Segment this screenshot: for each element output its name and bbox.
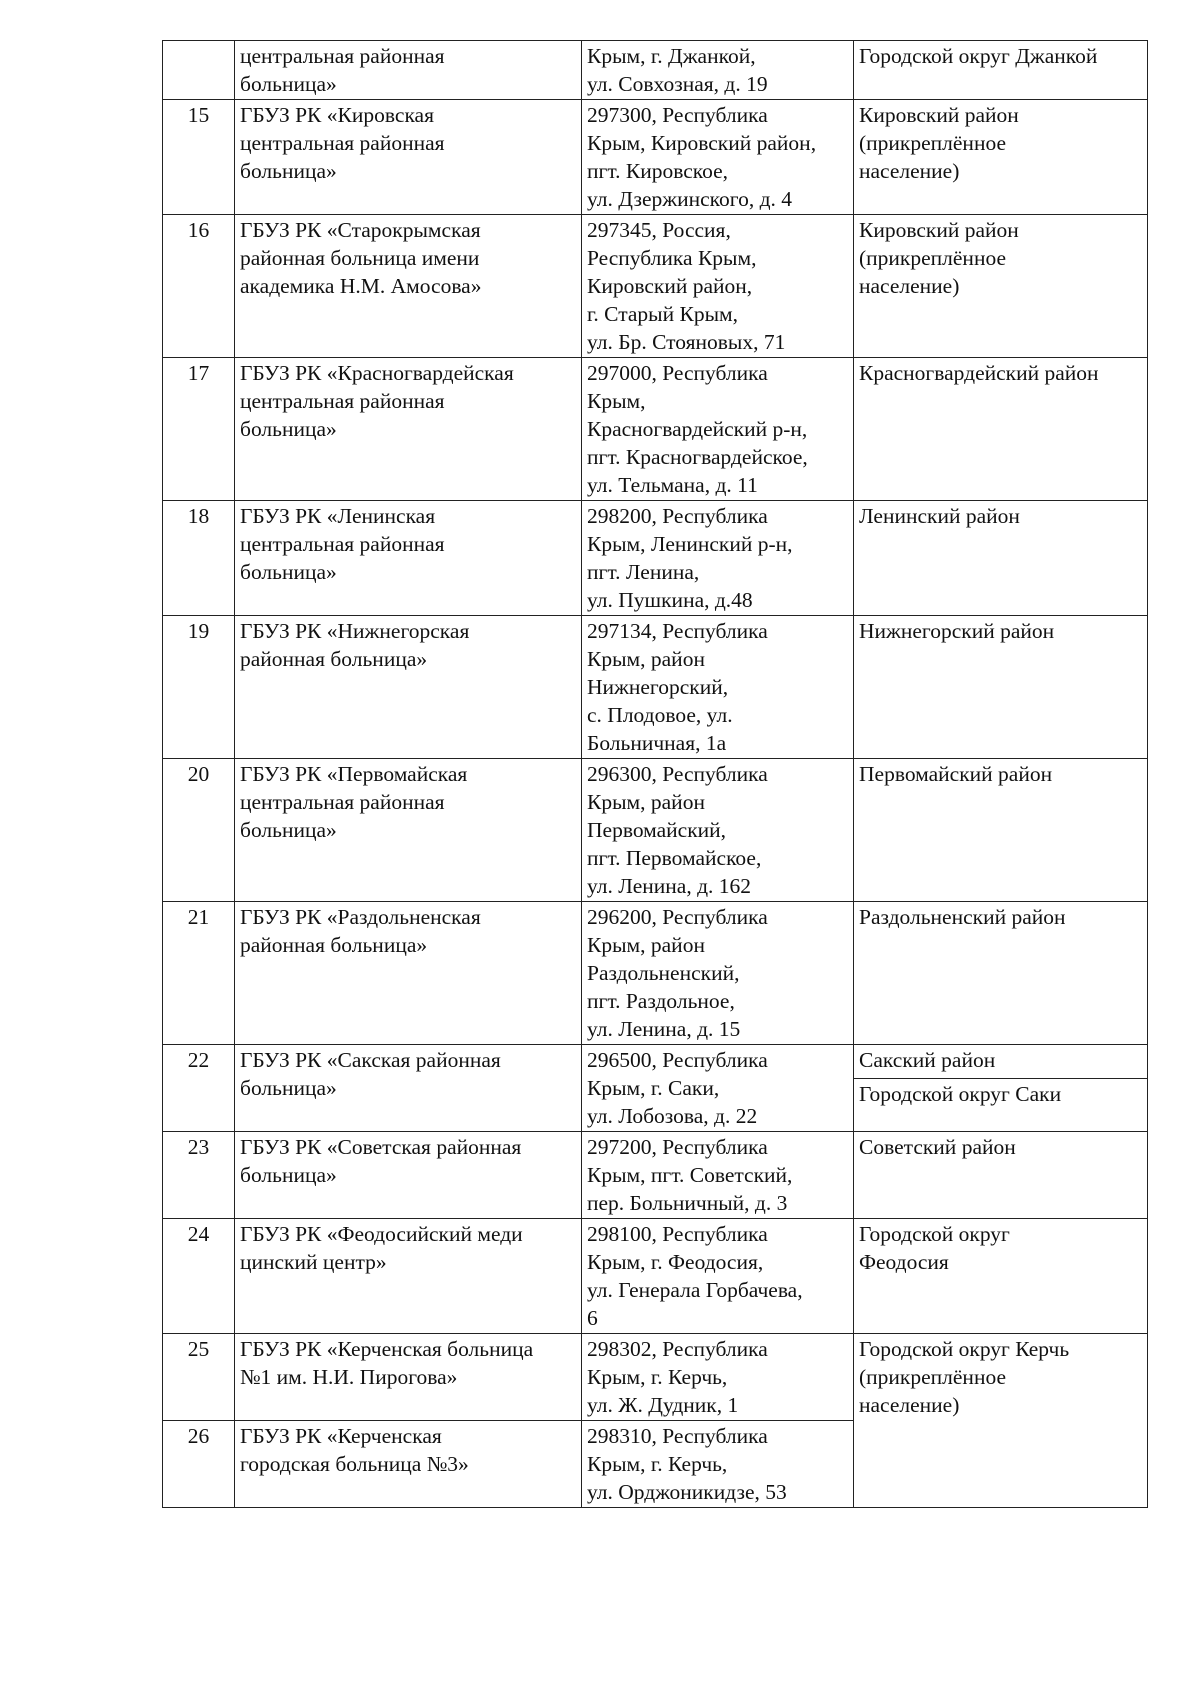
hospital-name-line: районная больница» — [240, 933, 428, 957]
service-area-line: Нижнегорский район — [859, 619, 1055, 643]
service-area-line: Феодосия — [859, 1250, 949, 1274]
address-line: Крым, район — [587, 933, 705, 957]
address-line: Крым, район — [587, 790, 705, 814]
hospital-name-line: больница» — [240, 1163, 337, 1187]
address-line: пгт. Первомайское, — [587, 846, 762, 870]
hospital-name-cell — [235, 616, 582, 759]
hospital-name-line: центральная районная — [240, 131, 445, 155]
address-cell — [582, 616, 854, 759]
service-area-cell — [854, 1045, 1148, 1079]
hospital-name-line: ГБУЗ РК «Сакская районная — [240, 1048, 501, 1072]
address-line: Крым, г. Керчь, — [587, 1365, 728, 1389]
row-number: 18 — [163, 501, 235, 616]
address-line: Раздольненский, — [587, 961, 740, 985]
service-area-cell — [854, 1079, 1148, 1132]
hospital-name-cell — [235, 100, 582, 215]
hospital-name-line: ГБУЗ РК «Раздольненская — [240, 905, 481, 929]
address-cell — [582, 1045, 854, 1132]
service-area-cell — [854, 358, 1148, 501]
table-row — [163, 1045, 1148, 1079]
address-line: Крым, район — [587, 647, 705, 671]
hospital-name-line: цинский центр» — [240, 1250, 387, 1274]
address-line: 297345, Россия, — [587, 218, 731, 242]
address-line: Крым, — [587, 389, 646, 413]
address-line: ул. Лобозова, д. 22 — [587, 1104, 758, 1128]
row-number: 26 — [163, 1421, 235, 1508]
address-line: пгт. Ленина, — [587, 560, 700, 584]
address-line: ул. Тельмана, д. 11 — [587, 473, 758, 497]
address-line: 298100, Республика — [587, 1222, 768, 1246]
hospital-name-cell — [235, 1219, 582, 1334]
service-area-cell — [854, 1334, 1148, 1508]
hospital-name-line: ГБУЗ РК «Первомайская — [240, 762, 468, 786]
table-row — [163, 215, 1148, 358]
address-line: Крым, г. Феодосия, — [587, 1250, 764, 1274]
row-number: 16 — [163, 215, 235, 358]
hospital-name-line: академика Н.М. Амосова» — [240, 274, 482, 298]
address-line: Кировский район, — [587, 274, 753, 298]
hospital-table — [162, 40, 1148, 1508]
address-cell — [582, 1132, 854, 1219]
row-number: 24 — [163, 1219, 235, 1334]
service-area-line: население) — [859, 1393, 960, 1417]
address-cell — [582, 501, 854, 616]
hospital-name-line: ГБУЗ РК «Ленинская — [240, 504, 436, 528]
address-line: пгт. Раздольное, — [587, 989, 735, 1013]
hospital-name-line: ГБУЗ РК «Нижнегорская — [240, 619, 470, 643]
hospital-name-line: ГБУЗ РК «Старокрымская — [240, 218, 481, 242]
address-line: ул. Дзержинского, д. 4 — [587, 187, 793, 211]
address-line: Крым, Кировский район, — [587, 131, 817, 155]
address-line: Больничная, 1а — [587, 731, 727, 755]
table-row — [163, 100, 1148, 215]
hospital-name-line: городская больница №3» — [240, 1452, 469, 1476]
hospital-name-cell — [235, 1421, 582, 1508]
service-area-line: Кировский район — [859, 103, 1019, 127]
hospital-name-line: центральная районная — [240, 532, 445, 556]
address-line: 298302, Республика — [587, 1337, 768, 1361]
table-row — [163, 358, 1148, 501]
service-area-line: Красногвардейский район — [859, 361, 1099, 385]
hospital-name-line: ГБУЗ РК «Керченская — [240, 1424, 442, 1448]
address-line: 297200, Республика — [587, 1135, 768, 1159]
service-area-line: Раздольненский район — [859, 905, 1066, 929]
hospital-name-line: районная больница» — [240, 647, 428, 671]
hospital-table-body — [163, 41, 1148, 1508]
hospital-name-line: больница» — [240, 560, 337, 584]
hospital-name-line: больница» — [240, 159, 337, 183]
hospital-name-line: центральная районная — [240, 790, 445, 814]
row-number: 23 — [163, 1132, 235, 1219]
row-number: 15 — [163, 100, 235, 215]
address-line: Республика Крым, — [587, 246, 757, 270]
service-area-line: Городской округ Джанкой — [859, 44, 1098, 68]
service-area-line: Советский район — [859, 1135, 1016, 1159]
address-cell — [582, 759, 854, 902]
address-line: Крым, г. Саки, — [587, 1076, 720, 1100]
table-row — [163, 41, 1148, 100]
address-line: Красногвардейский р-н, — [587, 417, 808, 441]
address-cell — [582, 1219, 854, 1334]
address-line: 297300, Республика — [587, 103, 768, 127]
table-row — [163, 902, 1148, 1045]
hospital-name-line: больница» — [240, 1076, 337, 1100]
service-area-cell — [854, 501, 1148, 616]
address-cell — [582, 1334, 854, 1421]
address-line: с. Плодовое, ул. — [587, 703, 733, 727]
service-area-line: Первомайский район — [859, 762, 1053, 786]
address-line: 298200, Республика — [587, 504, 768, 528]
row-number: 21 — [163, 902, 235, 1045]
address-line: ул. Бр. Стояновых, 71 — [587, 330, 786, 354]
hospital-name-line: больница» — [240, 818, 337, 842]
service-area-line: население) — [859, 159, 960, 183]
service-area-line: Кировский район — [859, 218, 1019, 242]
hospital-name-cell — [235, 358, 582, 501]
hospital-name-cell — [235, 1334, 582, 1421]
row-number: 25 — [163, 1334, 235, 1421]
address-line: ул. Совхозная, д. 19 — [587, 72, 768, 96]
hospital-name-line: ГБУЗ РК «Кировская — [240, 103, 434, 127]
address-line: 297134, Республика — [587, 619, 768, 643]
service-area-line: Сакский район — [859, 1048, 996, 1072]
address-line: ул. Орджоникидзе, 53 — [587, 1480, 787, 1504]
row-number: 20 — [163, 759, 235, 902]
address-cell — [582, 100, 854, 215]
address-line: ул. Ленина, д. 15 — [587, 1017, 741, 1041]
service-area-cell — [854, 902, 1148, 1045]
row-number: 17 — [163, 358, 235, 501]
hospital-name-line: ГБУЗ РК «Феодосийский меди — [240, 1222, 523, 1246]
row-number: 19 — [163, 616, 235, 759]
address-line: ул. Ленина, д. 162 — [587, 874, 752, 898]
address-line: 296200, Республика — [587, 905, 768, 929]
hospital-name-line: ГБУЗ РК «Советская районная — [240, 1135, 522, 1159]
address-line: Первомайский, — [587, 818, 727, 842]
row-number — [163, 41, 235, 100]
address-line: пгт. Красногвардейское, — [587, 445, 808, 469]
service-area-line: Городской округ — [859, 1222, 1010, 1246]
address-cell — [582, 1421, 854, 1508]
service-area-cell — [854, 1219, 1148, 1334]
hospital-name-cell — [235, 41, 582, 100]
address-line: 6 — [587, 1306, 598, 1330]
hospital-name-line: больница» — [240, 72, 337, 96]
service-area-cell — [854, 41, 1148, 100]
address-line: Крым, г. Джанкой, — [587, 44, 756, 68]
table-row — [163, 759, 1148, 902]
hospital-name-line: центральная районная — [240, 389, 445, 413]
address-line: ул. Генерала Горбачева, — [587, 1278, 803, 1302]
address-line: Крым, пгт. Советский, — [587, 1163, 793, 1187]
hospital-name-line: центральная районная — [240, 44, 445, 68]
hospital-name-line: районная больница имени — [240, 246, 480, 270]
hospital-name-cell — [235, 215, 582, 358]
row-number: 22 — [163, 1045, 235, 1132]
hospital-name-cell — [235, 902, 582, 1045]
address-line: 296500, Республика — [587, 1048, 768, 1072]
service-area-line: Городской округ Саки — [859, 1082, 1062, 1106]
address-cell — [582, 902, 854, 1045]
address-line: г. Старый Крым, — [587, 302, 738, 326]
service-area-line: Ленинский район — [859, 504, 1020, 528]
address-line: Крым, г. Керчь, — [587, 1452, 728, 1476]
service-area-line: Городской округ Керчь — [859, 1337, 1070, 1361]
hospital-name-line: №1 им. Н.И. Пирогова» — [240, 1365, 458, 1389]
address-cell — [582, 215, 854, 358]
hospital-name-line: больница» — [240, 417, 337, 441]
address-line: ул. Ж. Дудник, 1 — [587, 1393, 739, 1417]
table-row — [163, 501, 1148, 616]
service-area-line: (прикреплённое — [859, 1365, 1007, 1389]
service-area-cell — [854, 215, 1148, 358]
service-area-cell — [854, 1132, 1148, 1219]
address-cell — [582, 358, 854, 501]
service-area-line: (прикреплённое — [859, 246, 1007, 270]
address-line: пер. Больничный, д. 3 — [587, 1191, 788, 1215]
hospital-name-cell — [235, 759, 582, 902]
table-row — [163, 1334, 1148, 1421]
service-area-cell — [854, 100, 1148, 215]
address-line: 298310, Республика — [587, 1424, 768, 1448]
address-line: 297000, Республика — [587, 361, 768, 385]
hospital-name-line: ГБУЗ РК «Керченская больница — [240, 1337, 534, 1361]
address-line: ул. Пушкина, д.48 — [587, 588, 753, 612]
hospital-name-cell — [235, 501, 582, 616]
table-row — [163, 616, 1148, 759]
service-area-line: население) — [859, 274, 960, 298]
table-row — [163, 1132, 1148, 1219]
table-row — [163, 1219, 1148, 1334]
address-line: Крым, Ленинский р-н, — [587, 532, 793, 556]
service-area-line: (прикреплённое — [859, 131, 1007, 155]
address-cell — [582, 41, 854, 100]
service-area-cell — [854, 759, 1148, 902]
address-line: 296300, Республика — [587, 762, 768, 786]
service-area-cell — [854, 616, 1148, 759]
address-line: пгт. Кировское, — [587, 159, 729, 183]
address-line: Нижнегорский, — [587, 675, 729, 699]
hospital-name-cell — [235, 1045, 582, 1132]
hospital-name-cell — [235, 1132, 582, 1219]
hospital-name-line: ГБУЗ РК «Красногвардейская — [240, 361, 514, 385]
